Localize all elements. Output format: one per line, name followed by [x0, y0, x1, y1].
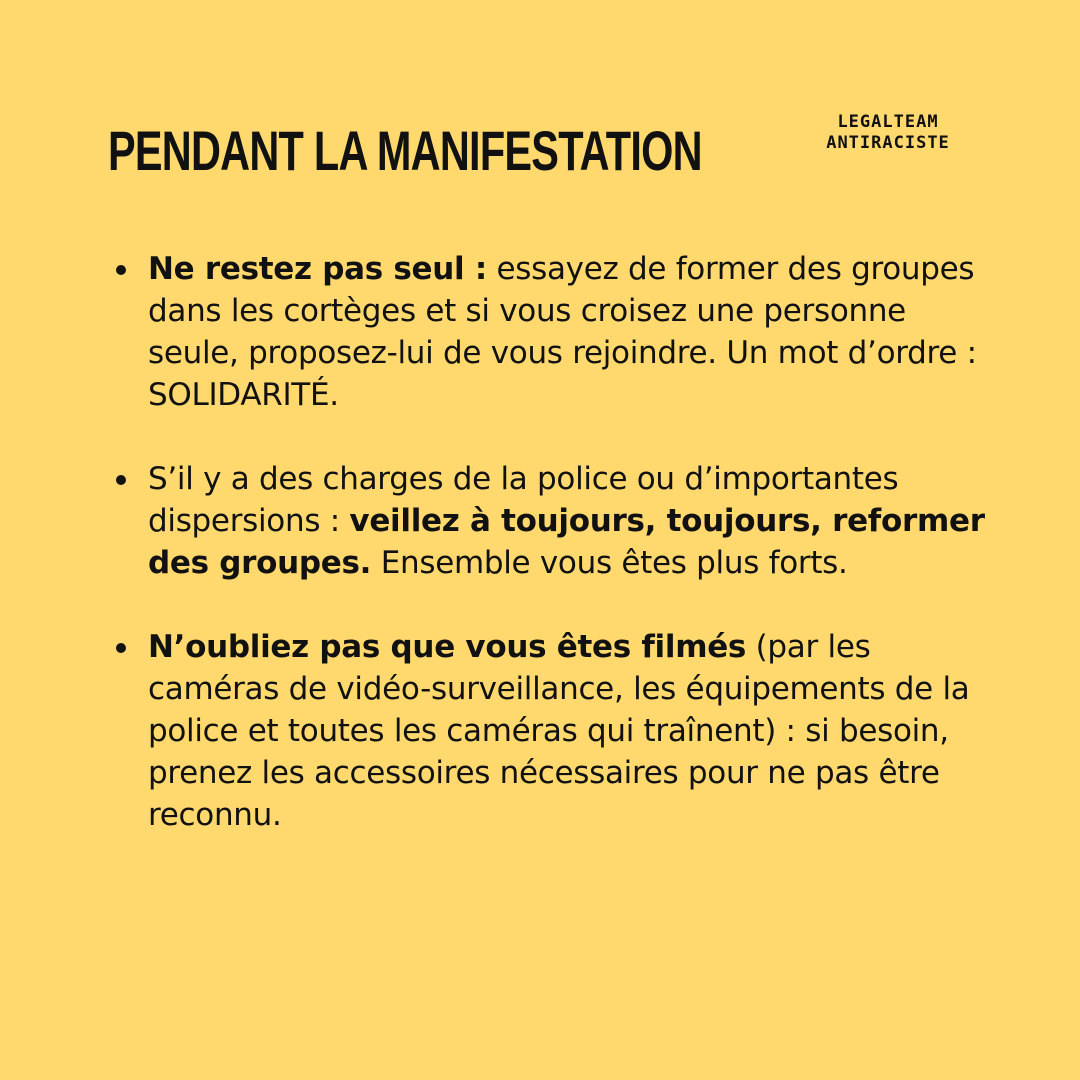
item-bold-text: Ne restez pas seul :: [148, 251, 487, 287]
item-text-2: Ensemble vous êtes plus forts.: [371, 545, 848, 581]
item-text: essayez de former des groupes dans les cortèges et si vous croisez une personne seule, proposez-lui de vous rejoindre. Un mot d’ordre : SOLIDARITÉ.: [148, 251, 977, 413]
item-text: (par les caméras de vidéo-surveillance, les équipements de la police et toutes les caméras qui traînent) : si besoin, prenez les accessoires nécessaires pour ne pas être reconnu.: [148, 629, 970, 833]
list-item: [112, 248, 992, 416]
list-item: [112, 626, 992, 836]
bullet-dot-icon: [116, 643, 126, 653]
page-title: PENDANT LA MANIFESTATION: [108, 119, 702, 182]
advice-list: [112, 248, 992, 878]
list-item: [112, 458, 992, 584]
logo-line-1: LEGALTEAM: [837, 112, 939, 132]
item-bold-text: N’oubliez pas que vous êtes filmés: [148, 629, 747, 665]
item-bold-text: veillez à toujours, toujours, reformer des groupes.: [148, 503, 985, 581]
bullet-dot-icon: [116, 265, 126, 275]
item-text: S’il y a des charges de la police ou d’importantes dispersions :: [148, 461, 899, 539]
legalteam-logo: [808, 112, 968, 154]
bullet-dot-icon: [116, 475, 126, 485]
logo-line-2: ANTIRACISTE: [826, 133, 950, 153]
